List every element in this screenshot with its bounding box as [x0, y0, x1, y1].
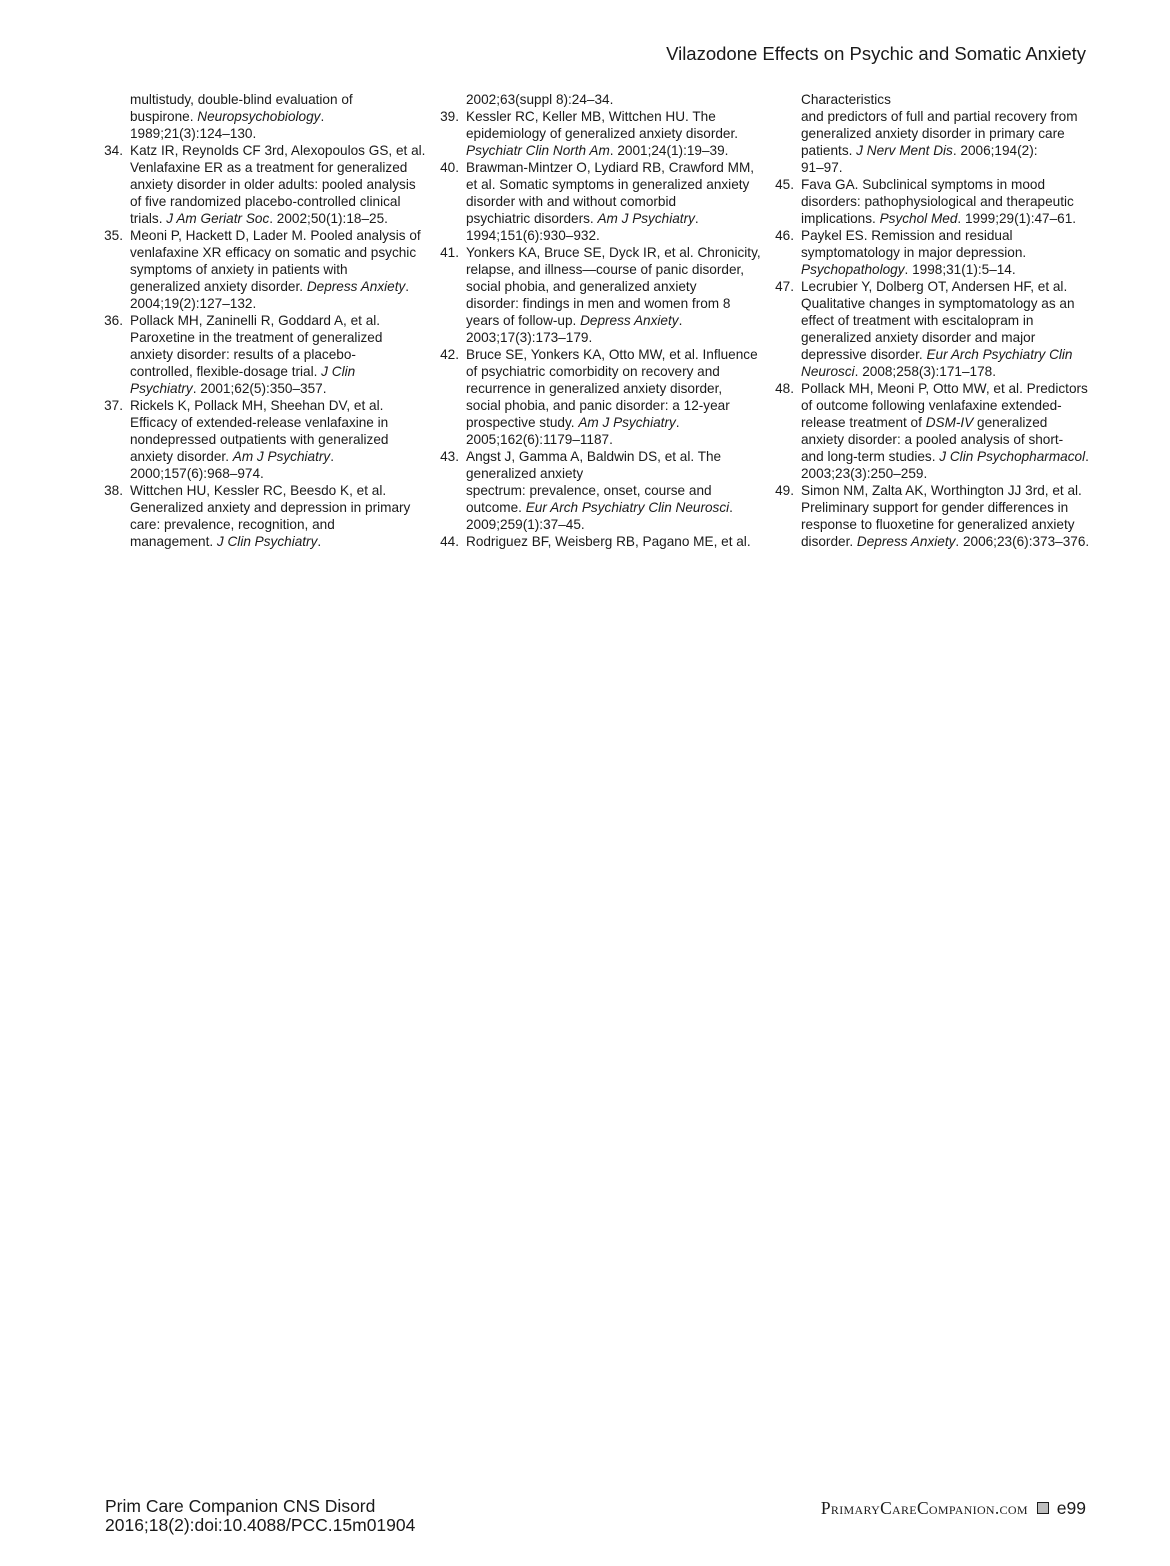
reference-number: 46. [775, 228, 794, 243]
reference-line: Paroxetine in the treatment of generalized [130, 330, 383, 345]
reference-number: 35. [104, 228, 123, 243]
reference-line: generalized anxiety [466, 466, 584, 481]
reference-line: epidemiology of generalized anxiety disorder. [466, 126, 739, 141]
reference-line: trials. J Am Geriatr Soc. 2002;50(1):18–25. [130, 211, 388, 226]
reference-36 [101, 312, 421, 397]
reference-line: response to fluoxetine for generalized anxiety [801, 517, 1075, 532]
reference-line: 2004;19(2):127–132. [130, 296, 257, 311]
reference-number: 34. [104, 143, 123, 158]
reference-line: management. J Clin Psychiatry. [130, 534, 322, 549]
reference-line: Venlafaxine ER as a treatment for generalized [130, 160, 408, 175]
reference-line: Psychiatry. 2001;62(5):350–357. [130, 381, 327, 396]
reference-line: Brawman-Mintzer O, Lydiard RB, Crawford MM, [466, 160, 755, 175]
reference-line: Pollack MH, Meoni P, Otto MW, et al. Predictors [801, 381, 1088, 396]
reference-line: anxiety disorder in older adults: pooled analysis [130, 177, 416, 192]
journal-name: Prim Care Companion CNS Disord [105, 1496, 376, 1516]
reference-line: Bruce SE, Yonkers KA, Otto MW, et al. Influence [466, 347, 758, 362]
reference-line: social phobia, and panic disorder: a 12-year [466, 398, 730, 413]
reference-line: 2002;63(suppl 8):24–34. [466, 92, 614, 107]
reference-line: Simon NM, Zalta AK, Worthington JJ 3rd, et al. [801, 483, 1082, 498]
reference-line: recurrence in generalized anxiety disorder, [466, 381, 723, 396]
reference-line: generalized anxiety disorder and major [801, 330, 1036, 345]
reference-45 [772, 176, 1092, 227]
reference-line: Psychopathology. 1998;31(1):5–14. [801, 262, 1016, 277]
reference-line: 2005;162(6):1179–1187. [466, 432, 613, 447]
reference-continued [101, 91, 421, 142]
journal-citation [105, 1497, 415, 1535]
reference-line: Qualitative changes in symptomatology as an [801, 296, 1075, 311]
reference-line: anxiety disorder: a pooled analysis of short- [801, 432, 1064, 447]
reference-line: 91–97. [801, 160, 843, 175]
reference-line: Pollack MH, Zaninelli R, Goddard A, et al. [130, 313, 381, 328]
reference-number: 38. [104, 483, 123, 498]
reference-line: care: prevalence, recognition, and [130, 517, 335, 532]
reference-line: buspirone. Neuropsychobiology. [130, 109, 325, 124]
reference-line: 2003;23(3):250–259. [801, 466, 928, 481]
reference-line: et al. Somatic symptoms in generalized anxiety [466, 177, 750, 192]
reference-47 [772, 278, 1092, 380]
reference-line: 1994;151(6):930–932. [466, 228, 600, 243]
reference-line: nondepressed outpatients with generalized [130, 432, 389, 447]
site-url-link[interactable]: PrimaryCareCompanion.com [820, 1498, 1028, 1518]
reference-line: Preliminary support for gender differences in [801, 500, 1069, 515]
reference-line: disorder. Depress Anxiety. 2006;23(6):373–376. [801, 534, 1090, 549]
reference-line: effect of treatment with escitalopram in [801, 313, 1034, 328]
reference-line: 2003;17(3):173–179. [466, 330, 593, 345]
reference-line: Rickels K, Pollack MH, Sheehan DV, et al. [130, 398, 384, 413]
page-number: e99 [1056, 1498, 1086, 1518]
reference-40 [437, 159, 757, 244]
reference-number: 40. [440, 160, 459, 175]
reference-line: generalized anxiety disorder. Depress Anxiety. [130, 279, 410, 294]
reference-line: social phobia, and generalized anxiety [466, 279, 697, 294]
reference-34 [101, 142, 426, 227]
reference-line: Kessler RC, Keller MB, Wittchen HU. The [466, 109, 716, 124]
reference-line: of five randomized placebo-controlled clinical [130, 194, 401, 209]
reference-number: 37. [104, 398, 123, 413]
reference-number: 43. [440, 449, 459, 464]
reference-line: Neurosci. 2008;258(3):171–178. [801, 364, 996, 379]
reference-41 [437, 244, 761, 346]
reference-column-1 [101, 91, 426, 550]
reference-38 [101, 482, 421, 550]
footer-right [821, 1498, 1086, 1519]
reference-line: implications. Psychol Med. 1999;29(1):47–61. [801, 211, 1077, 226]
reference-line: and predictors of full and partial recovery from [801, 109, 1078, 124]
reference-line: prospective study. Am J Psychiatry. [466, 415, 680, 430]
reference-continued [772, 91, 1092, 176]
reference-39 [437, 108, 757, 159]
reference-line: depressive disorder. Eur Arch Psychiatry Clin [801, 347, 1073, 362]
reference-line: Paykel ES. Remission and residual [801, 228, 1013, 243]
reference-line: Wittchen HU, Kessler RC, Beesdo K, et al. [130, 483, 387, 498]
reference-48 [772, 380, 1092, 482]
reference-line: Rodriguez BF, Weisberg RB, Pagano ME, et al. [466, 534, 751, 549]
reference-line: anxiety disorder: results of a placebo- [130, 347, 356, 362]
reference-line: disorders: pathophysiological and therapeutic [801, 194, 1074, 209]
reference-line: Characteristics [801, 92, 891, 107]
reference-line: Lecrubier Y, Dolberg OT, Andersen HF, et al. [801, 279, 1068, 294]
reference-35 [101, 227, 421, 312]
reference-line: disorder: findings in men and women from 8 [466, 296, 731, 311]
reference-number: 47. [775, 279, 794, 294]
reference-line: Katz IR, Reynolds CF 3rd, Alexopoulos GS, et al. [130, 143, 426, 158]
reference-43 [437, 448, 757, 533]
reference-line: psychiatric disorders. Am J Psychiatry. [466, 211, 699, 226]
reference-line: of outcome following venlafaxine extended- [801, 398, 1062, 413]
reference-line: and long-term studies. J Clin Psychopharmacol. [801, 449, 1089, 464]
reference-line: spectrum: prevalence, onset, course and [466, 483, 712, 498]
reference-number: 39. [440, 109, 459, 124]
reference-number: 42. [440, 347, 459, 362]
reference-column-2 [437, 91, 761, 550]
reference-line: of psychiatric comorbidity on recovery and [466, 364, 720, 379]
reference-37 [101, 397, 421, 482]
reference-line: multistudy, double-blind evaluation of [130, 92, 353, 107]
reference-number: 45. [775, 177, 794, 192]
reference-46 [772, 227, 1092, 278]
reference-line: patients. J Nerv Ment Dis. 2006;194(2): [801, 143, 1038, 158]
reference-line: 2000;157(6):968–974. [130, 466, 264, 481]
reference-continued [437, 91, 757, 108]
reference-number: 48. [775, 381, 794, 396]
reference-column-3 [772, 91, 1092, 550]
journal-doi: 2016;18(2):doi:10.4088/PCC.15m01904 [105, 1515, 416, 1535]
reference-line: 1989;21(3):124–130. [130, 126, 257, 141]
reference-49 [772, 482, 1092, 550]
reference-line: relapse, and illness—course of panic disorder, [466, 262, 745, 277]
reference-line: Generalized anxiety and depression in primary [130, 500, 411, 515]
reference-number: 44. [440, 534, 459, 549]
reference-line: symptoms of anxiety in patients with [130, 262, 348, 277]
reference-line: 2009;259(1):37–45. [466, 517, 585, 532]
reference-44 [437, 533, 757, 550]
reference-line: Yonkers KA, Bruce SE, Dyck IR, et al. Chronicity, [466, 245, 761, 260]
reference-line: Angst J, Gamma A, Baldwin DS, et al. The [466, 449, 722, 464]
reference-line: years of follow-up. Depress Anxiety. [466, 313, 683, 328]
reference-number: 49. [775, 483, 794, 498]
square-separator-icon [1037, 1502, 1049, 1514]
reference-line: controlled, flexible-dosage trial. J Clin [130, 364, 356, 379]
reference-line: Fava GA. Subclinical symptoms in mood [801, 177, 1046, 192]
reference-line: disorder with and without comorbid [466, 194, 677, 209]
reference-line: release treatment of DSM-IV generalized [801, 415, 1048, 430]
reference-line: Psychiatr Clin North Am. 2001;24(1):19–39. [466, 143, 729, 158]
reference-42 [437, 346, 757, 448]
reference-line: generalized anxiety disorder in primary care [801, 126, 1065, 141]
reference-line: anxiety disorder. Am J Psychiatry. [130, 449, 334, 464]
reference-number: 41. [440, 245, 459, 260]
reference-line: outcome. Eur Arch Psychiatry Clin Neurosci. [466, 500, 733, 515]
reference-number: 36. [104, 313, 123, 328]
reference-line: symptomatology in major depression. [801, 245, 1027, 260]
reference-line: venlafaxine XR efficacy on somatic and psychic [130, 245, 417, 260]
reference-line: Meoni P, Hackett D, Lader M. Pooled analysis of [130, 228, 421, 243]
running-title: Vilazodone Effects on Psychic and Somatic Anxiety [666, 43, 1086, 64]
reference-line: Efficacy of extended-release venlafaxine in [130, 415, 389, 430]
